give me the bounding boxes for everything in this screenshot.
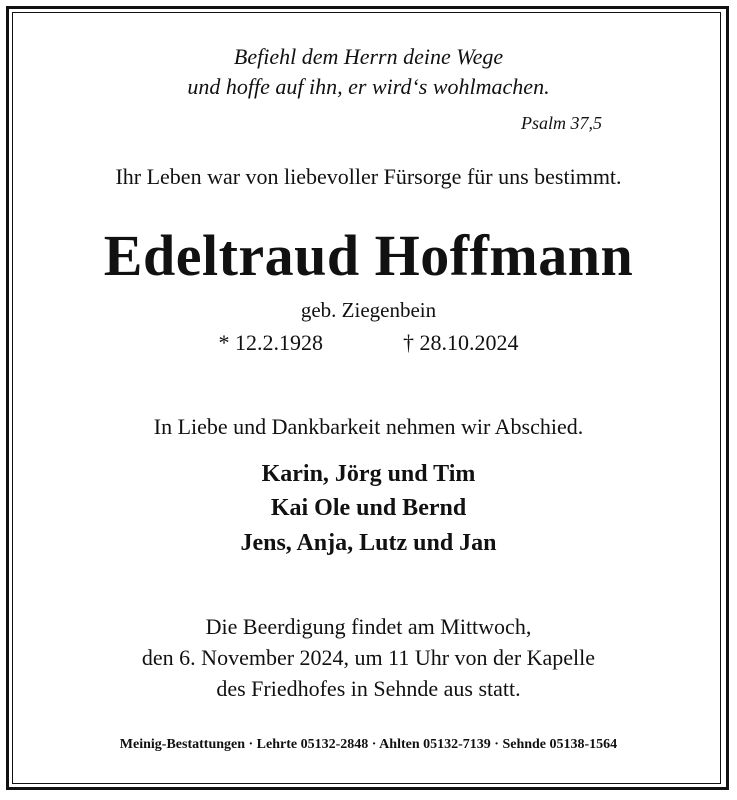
deceased-name: Edeltraud Hoffmann [103,223,634,288]
birth-name: geb. Ziegenbein [300,298,437,322]
funeral-line: den 6. November 2024, um 11 Uhr von der Kapelle [141,645,596,670]
mourner-line: Kai Ole und Bernd [270,495,467,521]
birth-date: * 12.2.1928 [218,330,323,355]
life-dates [0,330,737,356]
mourner-line: Karin, Jörg und Tim [261,461,476,487]
funeral-line: Die Beerdigung findet am Mittwoch, [205,614,532,639]
funeral-line: des Friedhofes in Sehnde aus statt. [216,676,521,701]
verse-source: Psalm 37,5 [521,113,602,133]
farewell-text: In Liebe und Dankbarkeit nehmen wir Abschied. [153,414,584,439]
intro-text: Ihr Leben war von liebevoller Fürsorge für uns bestimmt. [115,164,622,189]
mourner-line: Jens, Anja, Lutz und Jan [240,530,497,556]
verse-line-2: und hoffe auf ihn, er wird‘s wohlmachen. [187,74,550,99]
undertaker-footer: Meinig-Bestattungen · Lehrte 05132-2848 · Ahlten 05132-7139 · Sehnde 05138-1564 [119,737,618,752]
death-date: † 28.10.2024 [403,330,519,355]
verse-line-1: Befiehl dem Herrn deine Wege [233,44,504,69]
